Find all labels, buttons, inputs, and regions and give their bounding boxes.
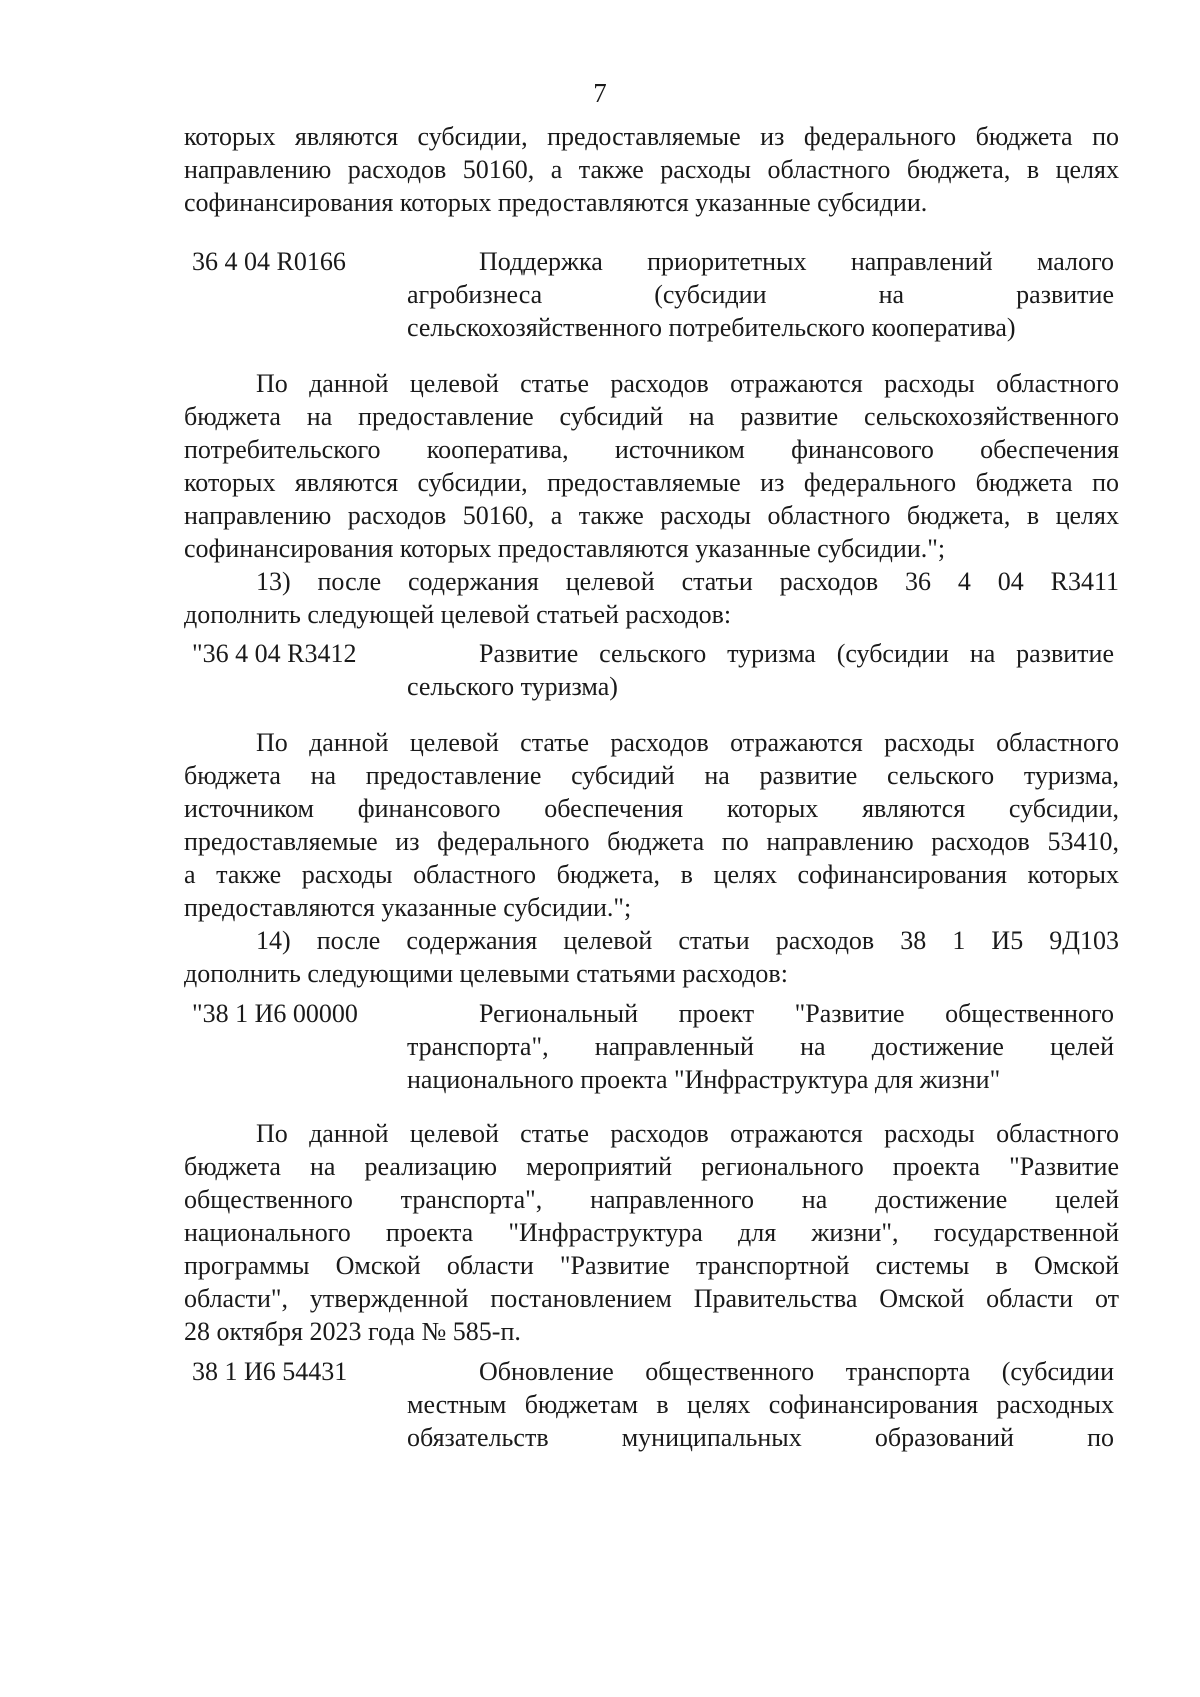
text-line: предоставляются указанные субсидии."; — [184, 893, 632, 922]
paragraph-continuation — [184, 120, 1119, 219]
text-line: агробизнеса (субсидии на развитие — [407, 280, 1114, 309]
text-line: обязательств муниципальных образований по — [407, 1423, 1114, 1452]
text-line: программы Омской области "Развитие транспортной системы в Омской — [184, 1251, 1119, 1280]
text-line: области", утвержденной постановлением Правительства Омской области от — [184, 1284, 1119, 1313]
text-line: 13) после содержания целевой статьи расходов 36 4 04 R3411 — [256, 567, 1119, 596]
paragraph-description — [184, 367, 1119, 631]
text-line: местным бюджетам в целях софинансирования расходных — [407, 1390, 1114, 1419]
text-line: потребительского кооператива, источником финансового обеспечения — [184, 435, 1119, 464]
text-line: По данной целевой статье расходов отражаются расходы областного — [256, 1119, 1119, 1148]
entry-code: 38 1 И6 54431 — [192, 1357, 348, 1386]
text-line: софинансирования которых предоставляются указанные субсидии. — [184, 188, 928, 217]
text-line: а также расходы областного бюджета, в целях софинансирования которых — [184, 860, 1119, 889]
text-line: национального проекта "Инфраструктура для жизни" — [407, 1065, 1001, 1094]
text-line: источником финансового обеспечения которых являются субсидии, — [184, 794, 1119, 823]
text-line: национального проекта "Инфраструктура для жизни", государственной — [184, 1218, 1119, 1247]
text-line: 28 октября 2023 года № 585-п. — [184, 1317, 521, 1346]
text-line: софинансирования которых предоставляются указанные субсидии."; — [184, 534, 946, 563]
entry-code: "36 4 04 R3412 — [192, 639, 357, 668]
text-line: По данной целевой статье расходов отражаются расходы областного — [256, 369, 1119, 398]
paragraph-description — [184, 726, 1119, 990]
text-line: 14) после содержания целевой статьи расходов 38 1 И5 9Д103 — [256, 926, 1119, 955]
text-line: транспорта", направленный на достижение целей — [407, 1032, 1114, 1061]
text-line: предоставляемые из федерального бюджета по направлению расходов 53410, — [184, 827, 1119, 856]
text-line: Развитие сельского туризма (субсидии на развитие — [479, 639, 1114, 668]
text-line: которых являются субсидии, предоставляемые из федерального бюджета по — [184, 468, 1119, 497]
entry-description — [407, 245, 1114, 344]
page-number: 7 — [593, 78, 607, 108]
entry-description — [407, 997, 1114, 1096]
text-line: бюджета на реализацию мероприятий регионального проекта "Развитие — [184, 1152, 1119, 1181]
text-line: сельского туризма) — [407, 672, 618, 701]
entry-code: 36 4 04 R0166 — [192, 247, 346, 276]
paragraph-description — [184, 1117, 1119, 1348]
text-line: направлению расходов 50160, а также расходы областного бюджета, в целях — [184, 501, 1119, 530]
text-line: По данной целевой статье расходов отражаются расходы областного — [256, 728, 1119, 757]
text-line: Региональный проект "Развитие общественного — [479, 999, 1114, 1028]
text-line: направлению расходов 50160, а также расходы областного бюджета, в целях — [184, 155, 1119, 184]
entry-code: "38 1 И6 00000 — [192, 999, 358, 1028]
text-line: сельскохозяйственного потребительского кооператива) — [407, 313, 1016, 342]
text-line: бюджета на предоставление субсидий на развитие сельскохозяйственного — [184, 402, 1119, 431]
entry-description — [407, 637, 1114, 703]
text-line: бюджета на предоставление субсидий на развитие сельского туризма, — [184, 761, 1119, 790]
text-line: дополнить следующими целевыми статьями расходов: — [184, 959, 788, 988]
entry-description — [407, 1355, 1114, 1454]
text-line: которых являются субсидии, предоставляемые из федерального бюджета по — [184, 122, 1119, 151]
text-line: Поддержка приоритетных направлений малого — [479, 247, 1114, 276]
text-line: дополнить следующей целевой статьей расходов: — [184, 600, 732, 629]
text-line: Обновление общественного транспорта (субсидии — [479, 1357, 1114, 1386]
text-line: общественного транспорта", направленного на достижение целей — [184, 1185, 1119, 1214]
